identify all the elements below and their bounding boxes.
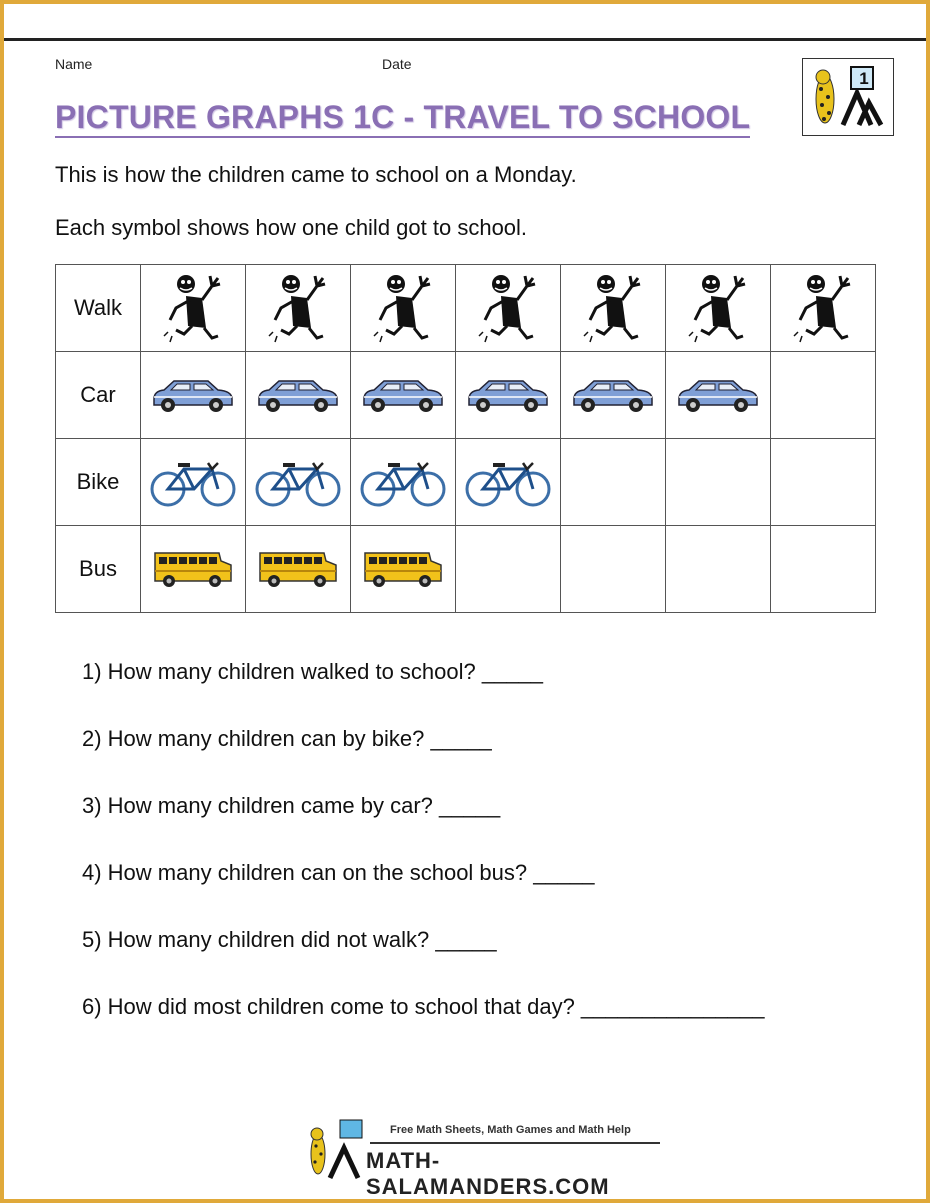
graph-row-bike: [56, 439, 876, 526]
graph-cell: [771, 352, 876, 439]
graph-cell: [771, 526, 876, 613]
intro-line-1: This is how the children came to school on a Monday.: [55, 162, 577, 187]
bicycle-icon: [141, 457, 245, 507]
top-rule: [4, 38, 926, 41]
question-1: 1) How many children walked to school? _____: [82, 659, 544, 684]
walking-person-icon: [246, 272, 350, 344]
graph-cell: [351, 265, 456, 352]
graph-cell: [141, 439, 246, 526]
bicycle-icon: [246, 457, 350, 507]
graph-cell: [561, 439, 666, 526]
salamander-logo: [802, 58, 894, 136]
row-label: Bus: [56, 526, 141, 613]
row-label: Walk: [56, 265, 141, 352]
graph-cell: [246, 439, 351, 526]
walking-person-icon: [456, 272, 560, 344]
graph-cell: [771, 439, 876, 526]
car-icon: [456, 375, 560, 415]
intro-line-2: Each symbol shows how one child got to school.: [55, 215, 528, 240]
graph-cell: [351, 352, 456, 439]
footer: [300, 1118, 660, 1199]
graph-cell: [561, 526, 666, 613]
graph-cell: [561, 352, 666, 439]
graph-cell: [666, 526, 771, 613]
graph-cell: [246, 352, 351, 439]
car-icon: [351, 375, 455, 415]
walking-person-icon: [351, 272, 455, 344]
graph-cell: [456, 265, 561, 352]
page-title: PICTURE GRAPHS 1C - TRAVEL TO SCHOOL: [55, 98, 750, 138]
graph-cell: [666, 265, 771, 352]
graph-cell: [561, 265, 666, 352]
graph-row-walk: [56, 265, 876, 352]
graph-cell: [246, 265, 351, 352]
date-label: Date: [382, 56, 412, 72]
car-icon: [246, 375, 350, 415]
graph-row-car: [56, 352, 876, 439]
school-bus-icon: [351, 547, 455, 591]
walking-person-icon: [771, 272, 875, 344]
question-3: 3) How many children came by car? _____: [82, 793, 501, 818]
graph-cell: [666, 352, 771, 439]
walking-person-icon: [141, 272, 245, 344]
row-label: Bike: [56, 439, 141, 526]
footer-brand: MATH-SALAMANDERS.COM: [366, 1148, 610, 1199]
question-2: 2) How many children can by bike? _____: [82, 726, 492, 751]
footer-salamander-icon: [300, 1118, 366, 1180]
graph-cell: [351, 526, 456, 613]
picture-graph: [55, 264, 876, 613]
graph-cell: [141, 265, 246, 352]
graph-cell: [141, 352, 246, 439]
footer-tagline: Free Math Sheets, Math Games and Math Help: [390, 1124, 631, 1136]
question-6: 6) How did most children come to school that day? _______________: [82, 994, 765, 1019]
footer-rule: [370, 1142, 660, 1144]
question-5: 5) How many children did not walk? _____: [82, 927, 497, 952]
school-bus-icon: [141, 547, 245, 591]
name-label: Name: [55, 56, 93, 72]
salamander-icon: [803, 59, 893, 135]
logo-badge-number: 1: [859, 69, 869, 88]
graph-cell: [666, 439, 771, 526]
graph-cell: [456, 439, 561, 526]
school-bus-icon: [246, 547, 350, 591]
car-icon: [141, 375, 245, 415]
graph-cell: [456, 526, 561, 613]
graph-cell: [141, 526, 246, 613]
graph-cell: [246, 526, 351, 613]
bicycle-icon: [456, 457, 560, 507]
car-icon: [666, 375, 770, 415]
row-label: Car: [56, 352, 141, 439]
walking-person-icon: [666, 272, 770, 344]
walking-person-icon: [561, 272, 665, 344]
question-4: 4) How many children can on the school bus? _____: [82, 860, 595, 885]
graph-cell: [771, 265, 876, 352]
graph-row-bus: [56, 526, 876, 613]
graph-cell: [351, 439, 456, 526]
car-icon: [561, 375, 665, 415]
graph-cell: [456, 352, 561, 439]
bicycle-icon: [351, 457, 455, 507]
